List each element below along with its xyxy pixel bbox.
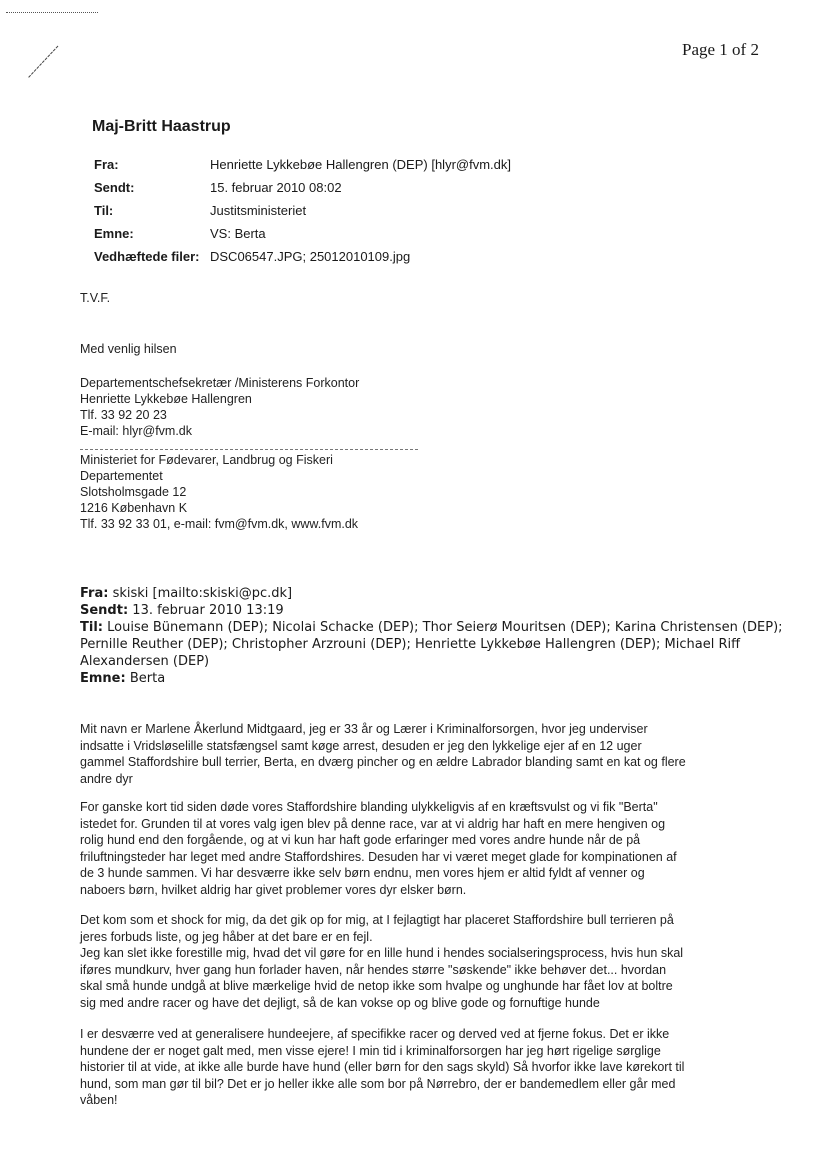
header-to-label: Til:	[94, 203, 114, 218]
forwarded-to: Til: Louise Bünemann (DEP); Nicolai Schacke (DEP); Thor Seierø Mouritsen (DEP); Karina Christensen (DEP);	[80, 620, 783, 635]
body-line: friluftningsteder har leget med andre Staffordshires. Desuden har vi været meget glade for kompinationen af	[80, 849, 677, 864]
ministry-line: Departementet	[80, 469, 163, 483]
tvf-note: T.V.F.	[80, 291, 111, 305]
body-line: istedet for. Grunden til at vores valg igen blev på denne race, var at vi aldrig har haft en mere hengiven og	[80, 816, 666, 831]
body-line: hund, som man gør til bil? Det er jo heller ikke alle som bor på Nørrebro, der er bandemedlem eller går med	[80, 1076, 676, 1091]
forwarded-to-cont: Alexandersen (DEP)	[80, 654, 210, 669]
mailbox-owner: Maj-Britt Haastrup	[92, 118, 231, 135]
signature-line: Tlf. 33 92 20 23	[80, 408, 167, 422]
forwarded-from: Fra: skiski [mailto:skiski@pc.dk]	[80, 586, 293, 601]
ministry-line: Tlf. 33 92 33 01, e-mail: fvm@fvm.dk, www.fvm.dk	[80, 517, 359, 531]
body-line: For ganske kort tid siden døde vores Staffordshire blanding ulykkeligvis af en kræftsvulst og vi fik "Berta"	[80, 800, 658, 814]
body-line: Det kom som et shock for mig, da det gik op for mig, at I fejlagtigt har placeret Staffordshire bull terrieren på	[80, 913, 674, 927]
body-line: skal små hunde undgå at blive mærkelige hvid de netop ikke som hvalpe og unghunde har fået lov at boltre	[80, 979, 673, 993]
body-line: naboers børn, hvilket aldrig har givet problemer vores dyr elsker børn.	[80, 882, 467, 897]
body-line: våben!	[80, 1093, 118, 1107]
body-line: de 3 hunde sammen. Vi har desværre ikke selv børn endnu, men vores hjem er altid fyldt af venner og	[80, 866, 645, 880]
body-paragraph	[80, 799, 770, 898]
body-line: historier til at vide, at ikke alle burde have hund (eller børn for den sags skyld) Så hvorfor ikke lave kørekort til	[80, 1060, 685, 1074]
forwarded-subject: Emne: Berta	[80, 671, 166, 686]
forwarded-sent: Sendt: 13. februar 2010 13:19	[80, 603, 284, 618]
scan-mark-slash	[24, 44, 64, 82]
body-line: Jeg kan slet ikke forestille mig, hvad det vil gøre for en lille hund i hendes socialseringsprocess, hvis hun skal	[80, 946, 684, 960]
header-sent-value: 15. februar 2010 08:02	[210, 180, 342, 195]
body-line: Mit navn er Marlene Åkerlund Midtgaard, jeg er 33 år og Lærer i Kriminalforsorgen, hvor jeg underviser	[80, 722, 648, 736]
header-subject-label: Emne:	[94, 226, 134, 241]
header-subject-value: VS: Berta	[210, 226, 266, 241]
body-paragraph	[80, 721, 770, 787]
header-to-value: Justitsministeriet	[210, 203, 307, 218]
ministry-line: 1216 København K	[80, 501, 188, 515]
header-from-value: Henriette Lykkebøe Hallengren (DEP) [hlyr@fvm.dk]	[210, 157, 511, 172]
body-line: sig med andre racer og have det dejligt, så de kan vokse op og blive gode og fornuftige hunde	[80, 995, 600, 1010]
signature-line: E-mail: hlyr@fvm.dk	[80, 424, 193, 438]
signature-separator	[80, 449, 418, 450]
body-line: jeres forbuds liste, og jeg håber at det bare er en fejl.	[80, 929, 373, 944]
header-sent-label: Sendt:	[94, 180, 135, 195]
body-line: I er desværre ved at generalisere hundeejere, af specifikke racer og derved ved at fjerne fokus. Det er ikke	[80, 1027, 670, 1041]
signature-line: Departementschefsekretær /Ministerens Forkontor	[80, 376, 360, 390]
body-line: hundene der er noget galt med, men visse ejere! I min tid i kriminalforsorgen har jeg hørt rigelige sørglige	[80, 1043, 661, 1058]
body-line: rolig hund end den forgående, og at vi kun har haft gode erfaringer med vores andre hunde når de på	[80, 833, 641, 847]
greeting: Med venlig hilsen	[80, 342, 177, 356]
forwarded-to-cont: Pernille Reuther (DEP); Christopher Arzrouni (DEP); Henriette Lykkebøe Hallengren (DEP); Michael Riff	[80, 637, 741, 652]
header-from-label: Fra:	[94, 157, 119, 172]
body-line: andre dyr	[80, 771, 133, 786]
page-number: Page 1 of 2	[682, 40, 759, 59]
header-attachments-label: Vedhæftede filer:	[94, 249, 200, 264]
body-paragraph	[80, 912, 770, 1011]
body-paragraph	[80, 1026, 770, 1109]
body-line: indsatte i Vridsløselille statsfængsel samt køge arrest, desuden er jeg den lykkelige ejer af en 12 uger	[80, 738, 642, 753]
body-line: gammel Staffordshire bull terrier, Berta, en dværg pincher og en ældre Labrador blanding samt en kat og flere	[80, 755, 686, 769]
ministry-line: Ministeriet for Fødevarer, Landbrug og Fiskeri	[80, 453, 333, 467]
header-attachments-value: DSC06547.JPG; 25012010109.jpg	[210, 249, 411, 264]
signature-line: Henriette Lykkebøe Hallengren	[80, 392, 252, 406]
scan-mark-dots	[6, 12, 98, 13]
body-line: iføres mundkurv, hver gang hun forlader haven, når hendes større "søskende" ikke behøver det... hvordan	[80, 962, 667, 977]
ministry-line: Slotsholmsgade 12	[80, 485, 187, 499]
